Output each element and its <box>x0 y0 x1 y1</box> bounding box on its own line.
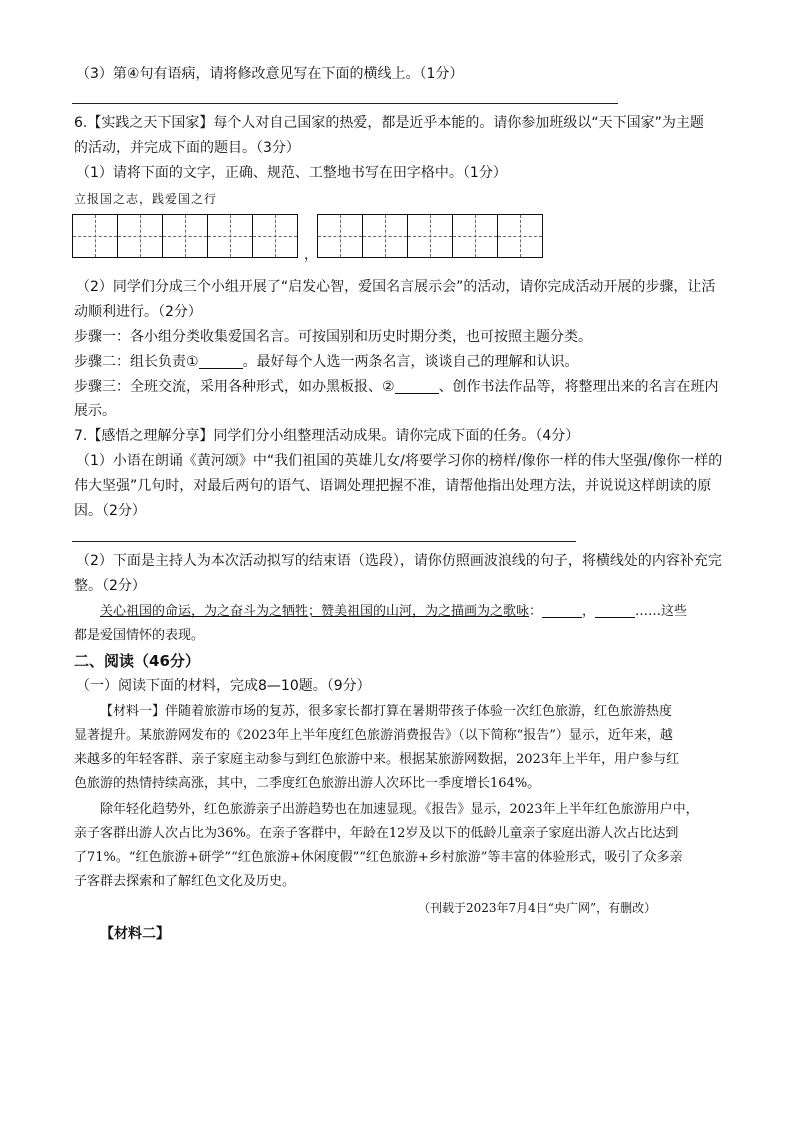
question-7-2: （2）下面是主持人为本次活动拟写的结束语（选段），请你仿照画波浪线的句子，将横线处的内容补充完 <box>76 553 722 569</box>
step-3-prefix: 步骤三：全班交流，采用各种形式，如办黑板报、② <box>74 379 395 395</box>
grid-cell[interactable] <box>362 214 408 258</box>
closing-sentence <box>100 602 687 622</box>
blank-3[interactable] <box>542 603 582 618</box>
answer-line-q6-3[interactable] <box>72 103 618 104</box>
question-6-3: （3）第④句有语病，请将修改意见写在下面的横线上。（1分） <box>76 66 464 82</box>
question-7-2-cont: 整。（2分） <box>74 578 146 594</box>
grid-cell[interactable] <box>317 214 363 258</box>
step-3 <box>74 377 719 397</box>
blank-2[interactable] <box>395 379 439 394</box>
question-6-2: （2）同学们分成三个小组开展了“启发心智，爱国名言展示会”的活动，请你完成活动开展的步骤，让活 <box>76 279 716 295</box>
tianzige-grid-left[interactable] <box>73 214 298 258</box>
copy-text: 立报国之志，践爱国之行 <box>74 192 218 206</box>
grid-cell[interactable] <box>207 214 253 258</box>
blank-4[interactable] <box>595 603 635 618</box>
grid-cell[interactable] <box>162 214 208 258</box>
closing-tail: ……这些 <box>635 604 688 619</box>
step-2 <box>74 352 579 372</box>
question-6-1: （1）请将下面的文字，正确、规范、工整地书写在田字格中。（1分） <box>76 165 507 181</box>
question-7-1-cont: 伟大坚强”几句时，对最后两句的语气、语调处理把握不准，请帮他指出处理方法，并说说这样朗读的原 <box>74 478 712 494</box>
tianzige-grid-right[interactable] <box>318 214 543 258</box>
question-7-1-cont2: 因。（2分） <box>74 503 146 519</box>
material-1-p1-l3: 来越多的年轻客群、亲子家庭主动参与到红色旅游中来。根据某旅游网数据，2023年上半年，用户参与红 <box>74 752 680 767</box>
step-3-cont: 展示。 <box>74 403 116 419</box>
material-1-p2-l4: 子客群去探索和了解红色文化及历史。 <box>74 874 296 889</box>
step-2-prefix: 步骤二：组长负责① <box>74 354 199 370</box>
closing-comma: ， <box>582 604 596 619</box>
material-1-p2-l2: 亲子客群出游人次占比为36%。在亲子客群中，年龄在12岁及以下的低龄儿童亲子家庭出游人次占比达到 <box>74 826 679 841</box>
grid-cell[interactable] <box>117 214 163 258</box>
answer-line-q7-1[interactable] <box>72 541 576 542</box>
grid-comma: ， <box>304 247 318 263</box>
source-citation: （刊载于2023年7月4日“央广网”，有删改） <box>418 901 657 915</box>
material-1-p1-l2: 显著提升。某旅游网发布的《2023年上半年度红色旅游消费报告》（以下简称“报告”）显示，近年来，越 <box>74 728 673 743</box>
question-6-title: 6.【实践之天下国家】每个人对自己国家的热爱，都是近乎本能的。请你参加班级以“天下国家”为主题 <box>74 115 704 131</box>
question-6-title-cont: 的活动，并完成下面的题目。（3分） <box>74 140 300 156</box>
step-3-suffix: 、创作书法作品等，将整理出来的名言在班内 <box>438 379 719 395</box>
material-2-label: 【材料二】 <box>100 926 170 942</box>
material-1-p1: 【材料一】伴随着旅游市场的复苏，很多家长都打算在暑期带孩子体验一次红色旅游，红色旅游热度 <box>100 704 673 719</box>
wavy-underline-text: 关心祖国的命运，为之奋斗为之牺牲；赞美祖国的山河，为之描画为之歌咏 <box>100 604 530 619</box>
sub-section-1: （一）阅读下面的材料，完成8—10题。（9分） <box>76 678 371 694</box>
material-1-p2: 除年轻化趋势外，红色旅游亲子出游趋势也在加速显现。《报告》显示，2023年上半年红色旅游用户中， <box>100 802 699 817</box>
closing-colon: ： <box>529 604 543 619</box>
question-7-title: 7.【感悟之理解分享】同学们分小组整理活动成果。请你完成下面的任务。（4分） <box>74 428 580 444</box>
step-1: 步骤一：各小组分类收集爱国名言。可按国别和历史时期分类，也可按照主题分类。 <box>74 329 592 345</box>
closing-sentence-cont: 都是爱国情怀的表现。 <box>74 628 205 643</box>
grid-cell[interactable] <box>452 214 498 258</box>
step-2-suffix: 。最好每个人选一两条名言，谈谈自己的理解和认识。 <box>242 354 579 370</box>
section-2-heading: 二、阅读（46分） <box>74 652 200 670</box>
blank-1[interactable] <box>199 354 243 369</box>
grid-cell[interactable] <box>252 214 298 258</box>
material-1-p2-l3: 了71%。“红色旅游+研学”“红色旅游+休闲度假”“红色旅游+乡村旅游”等丰富的体验形式，吸引了众多亲 <box>74 850 683 865</box>
grid-cell[interactable] <box>497 214 543 258</box>
grid-cell[interactable] <box>407 214 453 258</box>
question-6-2-cont: 动顺利进行。（2分） <box>74 304 202 320</box>
question-7-1: （1）小语在朗诵《黄河颂》中“我们祖国的英雄儿女/将要学习你的榜样/像你一样的伟大坚强/像你一样的 <box>76 453 723 469</box>
grid-cell[interactable] <box>72 214 118 258</box>
material-1-p1-l4: 色旅游的热情持续高涨，其中，二季度红色旅游出游人次环比一季度增长164%。 <box>74 776 541 791</box>
